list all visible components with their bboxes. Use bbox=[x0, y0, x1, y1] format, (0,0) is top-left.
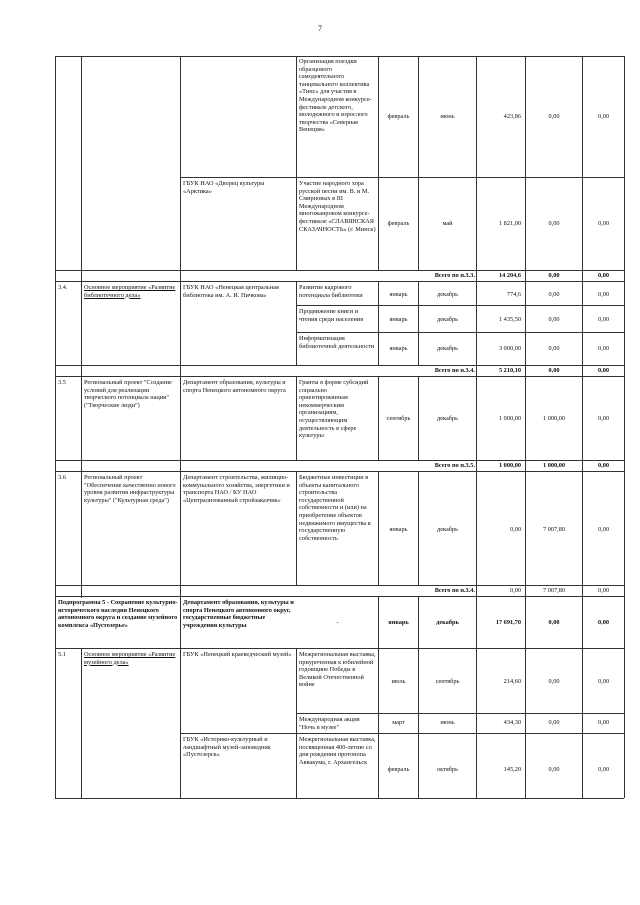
end-month: май bbox=[442, 220, 453, 227]
other-cell: 0,00 bbox=[597, 220, 610, 227]
other-cell: 0,00 bbox=[597, 291, 610, 298]
total-fed: 0,00 bbox=[548, 367, 560, 374]
total-fed: 1 000,00 bbox=[542, 462, 566, 469]
end-month: декабрь bbox=[437, 526, 458, 533]
fed-cell: 0,00 bbox=[548, 345, 560, 352]
event-cell: Организация поездки образцового самодеятельного танцевального коллектива «Тинс» для участия в Международном конкурсе-фестивале детского, молодежного и взрослого творчества «Северная Венеция» bbox=[299, 58, 372, 134]
sum-cell: 1 821,00 bbox=[498, 220, 521, 227]
start-month: февраль bbox=[387, 113, 410, 120]
page-number: 7 bbox=[318, 24, 322, 33]
subprogram-title: Подпрограмма 5 - Сохранение культурно-исторического наследия Ненецкого автономного округа и создание музейного комплекса «Пустозерье» bbox=[58, 599, 178, 629]
end-month: декабрь bbox=[436, 619, 459, 626]
end-month: июнь bbox=[440, 113, 455, 120]
sum-cell: 0,00 bbox=[509, 526, 521, 533]
total-fed: 0,00 bbox=[548, 272, 560, 279]
fed-cell: 0,00 bbox=[548, 766, 560, 773]
start-month: июль bbox=[391, 678, 406, 685]
sum-cell: 145,20 bbox=[503, 766, 521, 773]
executor-cell: Департамент образования, культуры и спорта Ненецкого автономного округ, государственные бюджетные учреждения культуры bbox=[183, 599, 294, 629]
total-sum: 1 000,00 bbox=[498, 462, 521, 469]
total-fed: 7 007,80 bbox=[542, 587, 566, 594]
end-month: июнь bbox=[440, 719, 455, 726]
other-cell: 0,00 bbox=[597, 345, 610, 352]
total-other: 0,00 bbox=[597, 587, 610, 594]
row-number: 3.4. bbox=[58, 284, 68, 291]
start-month: январь bbox=[389, 345, 408, 352]
start-month: февраль bbox=[387, 766, 410, 773]
start-month: январь bbox=[388, 619, 409, 626]
executor-cell: Департамент строительства, жилищно-коммунального хозяйства, энергетики и транспорта НАО / КУ НАО «Централизованный стройзаказчик» bbox=[183, 474, 290, 504]
event-cell: Участие народного хора русской песни им. В. и М. Смирновых в III Международном многожанровом конкурсе-фестивале «СЛАВЯНСКАЯ СКАЗАЧНОСТЬ» (г. Минск) bbox=[299, 180, 376, 233]
other-cell: 0,00 bbox=[597, 415, 610, 422]
event-cell: Межрегиональная выставка, приуроченная к юбилейной годовщине Победы в Великой Отечественной войне bbox=[299, 651, 376, 689]
sum-cell: 774,6 bbox=[506, 291, 521, 298]
event-cell: Продвижение книги и чтения среди населения bbox=[299, 308, 364, 323]
event-cell: Информатизация библиотечной деятельности bbox=[299, 335, 375, 350]
row-number: 3.5 bbox=[58, 379, 66, 386]
total-label: Всего по п.3.4. bbox=[434, 587, 475, 594]
total-label: Всего по п.3.3. bbox=[434, 272, 475, 279]
start-month: сентябрь bbox=[386, 415, 411, 422]
start-month: январь bbox=[389, 316, 408, 323]
start-month: январь bbox=[389, 526, 408, 533]
end-month: октябрь bbox=[437, 766, 458, 773]
total-sum: 14 204,6 bbox=[498, 272, 521, 279]
activity-name: Основное мероприятие «Развитие библиотечного дела» bbox=[84, 284, 176, 299]
total-label: Всего по п.3.5. bbox=[434, 462, 475, 469]
total-other: 0,00 bbox=[597, 462, 610, 469]
start-month: март bbox=[392, 719, 405, 726]
end-month: декабрь bbox=[437, 415, 458, 422]
other-cell: 0,00 bbox=[597, 113, 610, 120]
executor-cell: ГБУК НАО «Ненецкая центральная библиотека им. А. И. Пичкова» bbox=[183, 284, 279, 299]
sum-cell: 214,60 bbox=[503, 678, 521, 685]
other-cell: 0,00 bbox=[597, 526, 610, 533]
end-month: декабрь bbox=[437, 345, 458, 352]
start-month: январь bbox=[389, 291, 408, 298]
event-cell: Международная акция "Ночь в музее" bbox=[299, 716, 360, 731]
fed-cell: 0,00 bbox=[548, 220, 560, 227]
sum-cell: 1 435,50 bbox=[498, 316, 521, 323]
sum-cell: 423,86 bbox=[503, 113, 521, 120]
fed-cell: 0,00 bbox=[548, 316, 560, 323]
other-cell: 0,00 bbox=[597, 766, 610, 773]
activity-name: Региональный проект "Обеспечение качественно нового уровня развития инфраструктуры культуры" ("Культурная среда") bbox=[84, 474, 176, 504]
fed-cell: 7 007,80 bbox=[542, 526, 566, 533]
end-month: декабрь bbox=[437, 291, 458, 298]
fed-cell: 0,00 bbox=[548, 113, 560, 120]
other-cell: 0,00 bbox=[597, 619, 610, 626]
event-cell: Бюджетные инвестиции в объекты капитального строительства государственной собственности и (или) на приобретение объектов недвижимого имущества в государственную собственность bbox=[299, 474, 371, 542]
end-month: декабрь bbox=[437, 316, 458, 323]
sum-cell: 17 691,70 bbox=[495, 619, 521, 626]
executor-cell: ГБУК «Ненецкий краеведческий музей» bbox=[183, 651, 292, 658]
total-sum: 5 210,10 bbox=[498, 367, 521, 374]
fed-cell: 0,00 bbox=[548, 678, 560, 685]
start-month: февраль bbox=[387, 220, 410, 227]
event-cell: - bbox=[336, 619, 339, 626]
sum-cell: 3 000,00 bbox=[498, 345, 521, 352]
event-cell: Гранты в форме субсидий социально ориентированным некоммерческим организациям, осуществляющим деятельность в сфере культуры bbox=[299, 379, 369, 440]
total-sum: 0,00 bbox=[509, 587, 521, 594]
sum-cell: 1 000,00 bbox=[498, 415, 521, 422]
fed-cell: 0,00 bbox=[548, 619, 560, 626]
event-cell: Межрегиональная выставка, посвященная 400-летию со дня рождения протопопа Аввакума, г. Архангельск bbox=[299, 736, 376, 766]
row-number: 3.6 bbox=[58, 474, 66, 481]
activity-name: Региональный проект "Создание условий для реализации творческого потенциала нации" ("Творческие люди") bbox=[84, 379, 172, 409]
end-month: сентябрь bbox=[435, 678, 460, 685]
total-label: Всего по п.3.4. bbox=[434, 367, 475, 374]
executor-cell: ГБУК «Историко-культурный и ландшафтный музей-заповедник «Пустозерск» bbox=[183, 736, 271, 759]
executor-cell: Департамент образования, культуры и спорта Ненецкого автономного округа bbox=[183, 379, 286, 394]
fed-cell: 0,00 bbox=[548, 719, 560, 726]
other-cell: 0,00 bbox=[597, 719, 610, 726]
activity-name: Основное мероприятие «Развитие музейного дела» bbox=[84, 651, 176, 666]
total-other: 0,00 bbox=[597, 367, 610, 374]
fed-cell: 1 000,00 bbox=[542, 415, 566, 422]
row-number: 5.1 bbox=[58, 651, 66, 658]
executor-cell: ГБУК НАО «Дворец культуры «Арктика» bbox=[183, 180, 265, 195]
sum-cell: 434,30 bbox=[503, 719, 521, 726]
total-other: 0,00 bbox=[597, 272, 610, 279]
other-cell: 0,00 bbox=[597, 678, 610, 685]
other-cell: 0,00 bbox=[597, 316, 610, 323]
event-cell: Развитие кадрового потенциала библиотеки bbox=[299, 284, 363, 299]
fed-cell: 0,00 bbox=[548, 291, 560, 298]
